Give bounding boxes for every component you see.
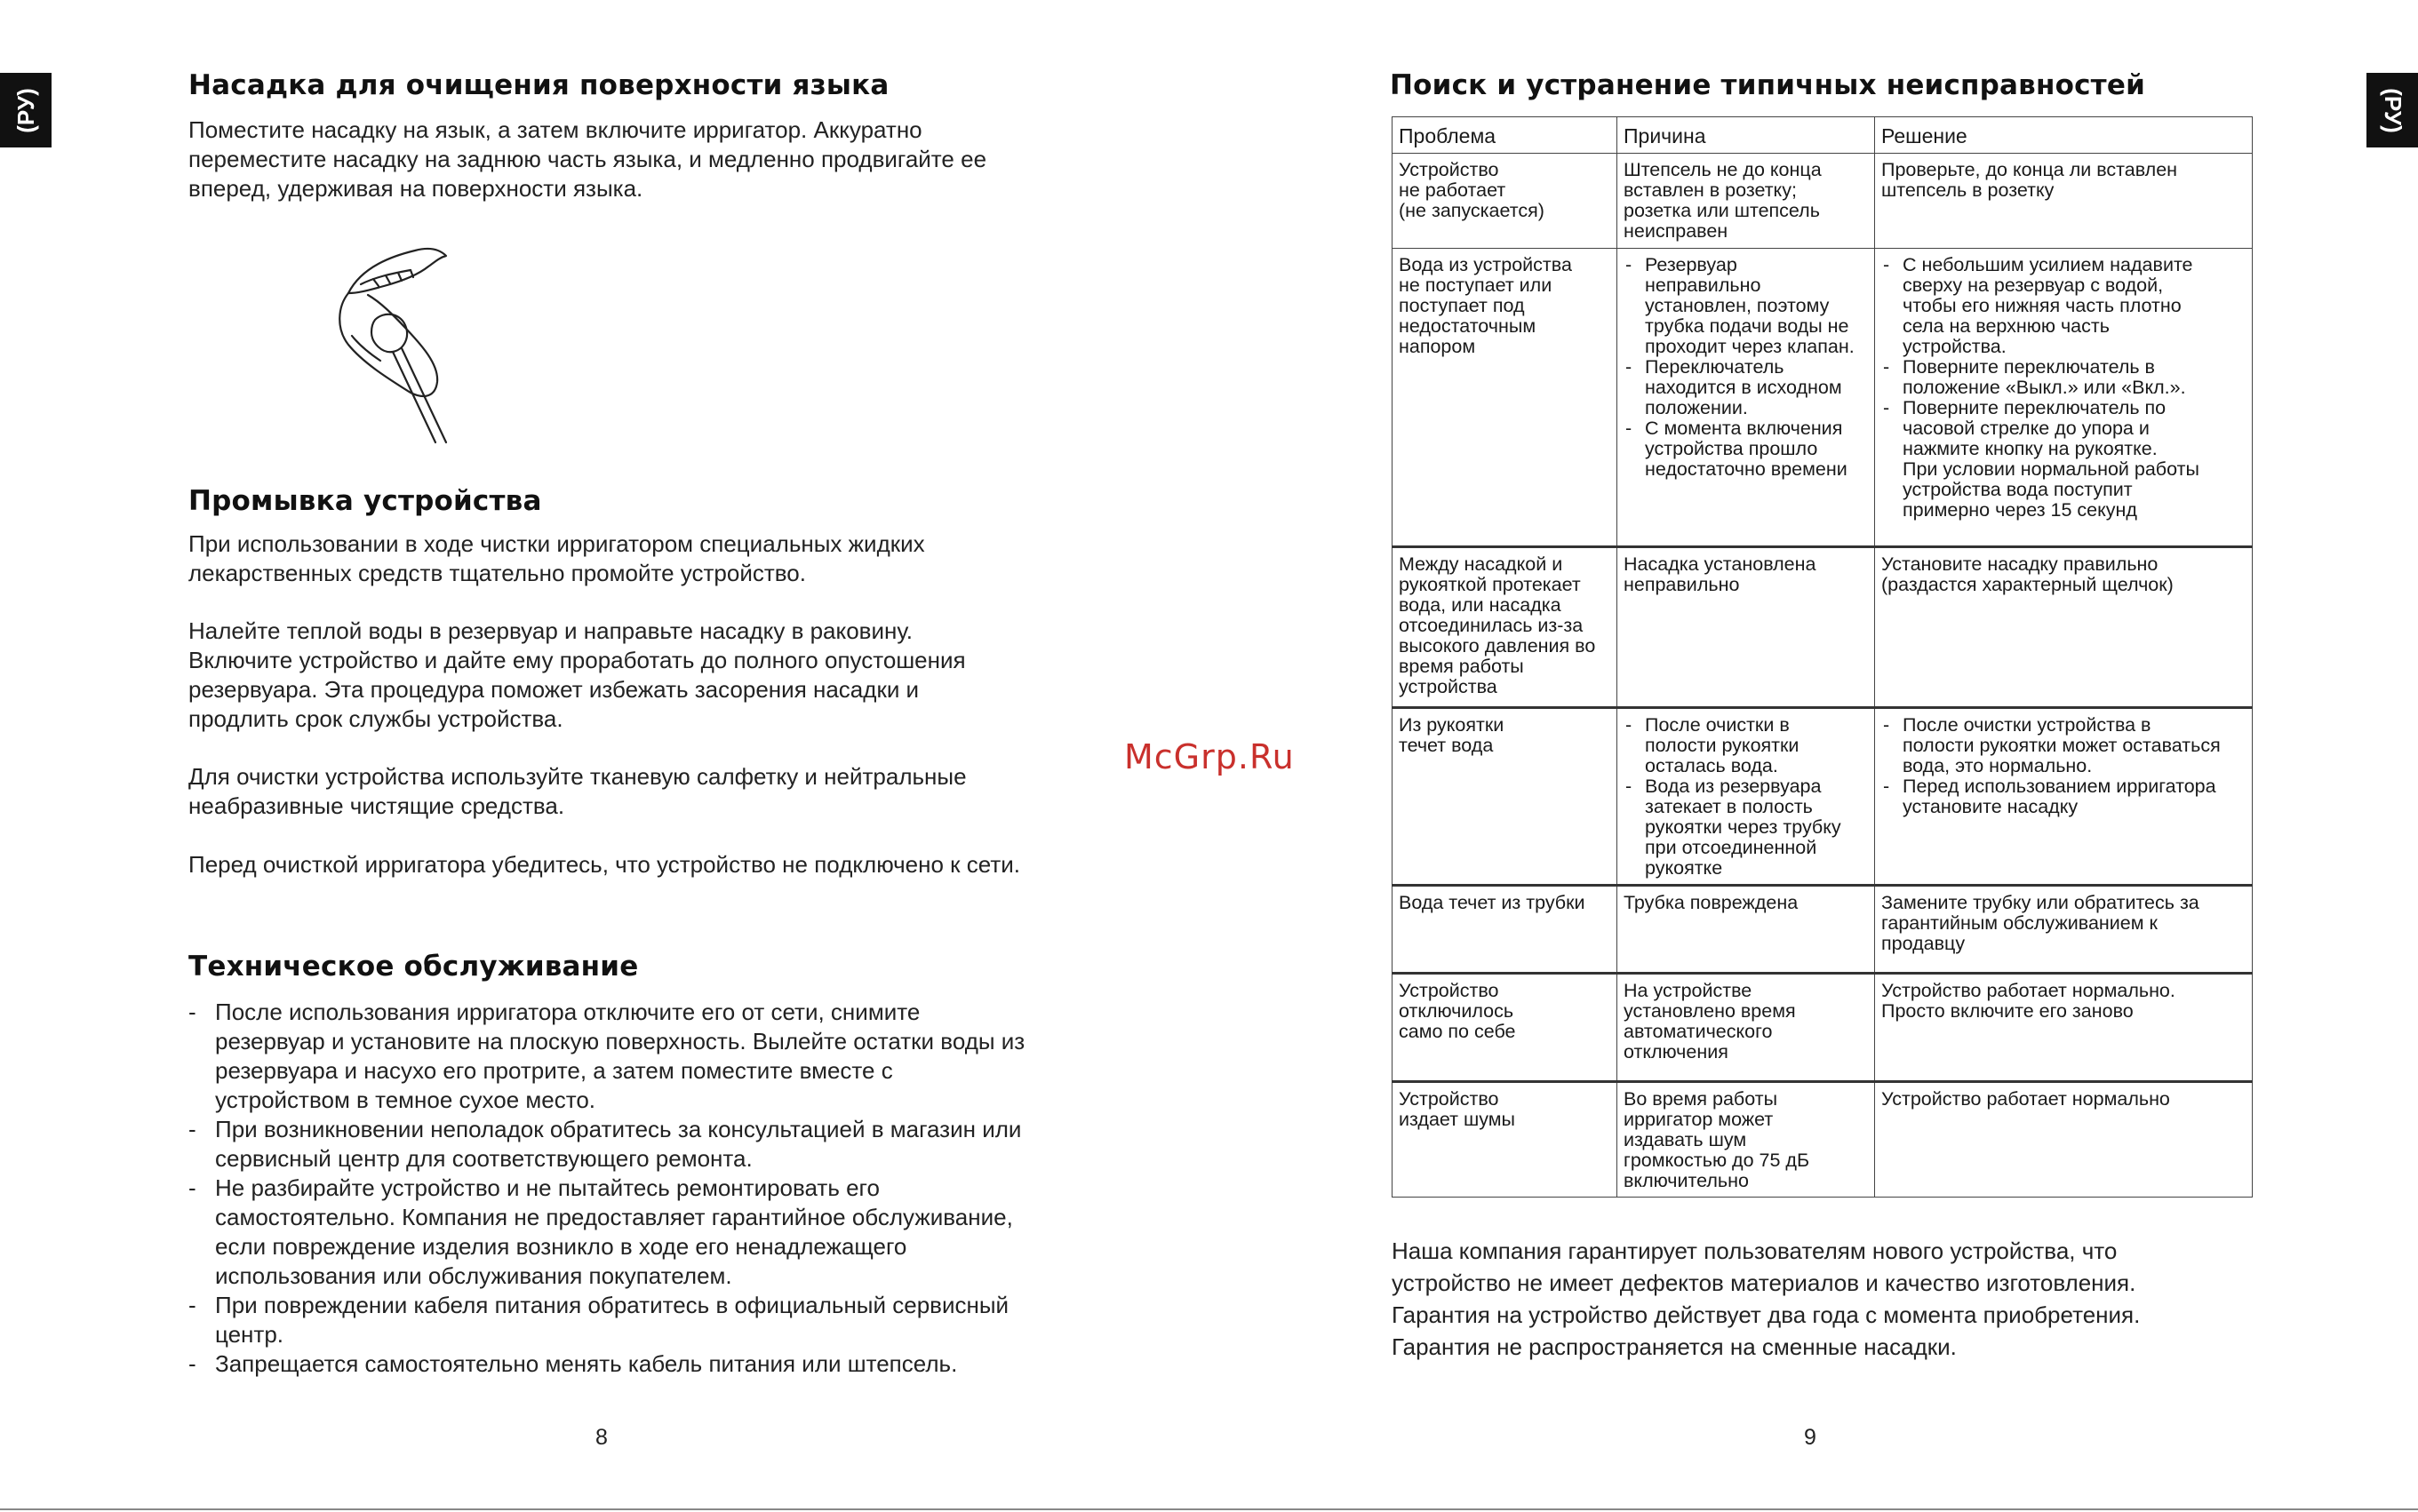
language-tab-label: (РУ) — [2379, 87, 2406, 133]
list-item: - Переключатель находится в исходном положении. — [1624, 357, 1869, 418]
language-tab-label: (РУ) — [12, 87, 39, 133]
language-tab-right — [2366, 73, 2418, 147]
tongue-cleaner-title: Насадка для очищения поверхности языка — [188, 69, 890, 101]
language-tab-left — [0, 73, 52, 147]
rinsing-title: Промывка устройства — [188, 485, 542, 517]
rinsing-paragraph-3: Для очистки устройства используйте тканевую салфетку и нейтральные неабразивные чистящие средства. — [188, 763, 967, 819]
page-number-left: 8 — [595, 1425, 608, 1450]
cause-cell: Во время работы ирригатор может издавать шум громкостью до 75 дБ включительно — [1617, 1082, 1875, 1198]
cause-cell: Насадка установлена неправильно — [1617, 547, 1875, 708]
cause-cell: На устройстве установлено время автоматического отключения — [1617, 974, 1875, 1082]
maintenance-list — [188, 998, 1033, 1379]
list-item: - Резервуар неправильно установлен, поэтому трубка подачи воды не проходит через клапан. — [1624, 255, 1869, 357]
problem-cell: Устройство издает шумы — [1393, 1082, 1617, 1198]
header-solution: Решение — [1875, 117, 2253, 154]
rinsing-paragraph-1: При использовании в ходе чистки ирригатором специальных жидких лекарственных средств тщательно промойте устройство. — [188, 530, 925, 586]
list-item: - При повреждении кабеля питания обратитесь в официальный сервисный центр. — [188, 1291, 1033, 1349]
list-item: - С момента включения устройства прошло недостаточно времени — [1624, 418, 1869, 480]
table-row — [1393, 249, 2253, 547]
cause-cell: Штепсель не до конца вставлен в розетку; розетка или штепсель неисправен — [1617, 154, 1875, 249]
cause-list — [1624, 715, 1869, 879]
list-item: - Поверните переключатель по часовой стрелке до упора и нажмите кнопку на рукоятке. При условии нормальной работы устройства вода поступит примерно через 15 секунд — [1881, 398, 2246, 521]
maintenance-title: Техническое обслуживание — [188, 951, 639, 983]
solution-cell: Устройство работает нормально — [1875, 1082, 2253, 1198]
header-problem: Проблема — [1393, 117, 1617, 154]
troubleshooting-table — [1392, 116, 2253, 1198]
list-item: - После использования ирригатора отключите его от сети, снимите резервуар и установите на плоскую поверхность. Вылейте остатки воды из резервуара и насухо его протрите, а затем поместите вместе с устройством в темное сухое место. — [188, 998, 1033, 1115]
list-item: - Поверните переключатель в положение «Выкл.» или «Вкл.». — [1881, 357, 2246, 398]
cause-cell: Трубка повреждена — [1617, 886, 1875, 974]
watermark: McGrp.Ru — [1124, 737, 1295, 776]
rinsing-paragraph-4: Перед очисткой ирригатора убедитесь, что устройство не подключено к сети. — [188, 851, 1021, 878]
cause-list — [1624, 255, 1869, 480]
table-row — [1393, 547, 2253, 708]
warranty-text: Наша компания гарантирует пользователям нового устройства, что устройство не имеет дефектов материалов и качество изготовления. Гарантия на устройство действует два года с момента приобретения. Гарантия не распространяется на сменные насадки. — [1392, 1237, 2141, 1360]
troubleshooting-title: Поиск и устранение типичных неисправностей — [1390, 69, 2145, 101]
table-header-row — [1393, 117, 2253, 154]
tongue-cleaner-text: Поместите насадку на язык, а затем включите ирригатор. Аккуратно переместите насадку на заднюю часть языка, и медленно продвигайте ее вперед, удерживая на поверхности языка. — [188, 116, 987, 202]
table-row — [1393, 1082, 2253, 1198]
list-item: - Не разбирайте устройство и не пытайтесь ремонтировать его самостоятельно. Компания не предоставляет гарантийное обслуживание, если повреждение изделия возникло в ходе его ненадлежащего использования или обслуживания покупателем. — [188, 1174, 1033, 1291]
list-item: - С небольшим усилием надавите сверху на резервуар с водой, чтобы его нижняя часть плотно села на верхнюю часть устройства. — [1881, 255, 2246, 357]
list-item: - При возникновении неполадок обратитесь за консультацией в магазин или сервисный центр для соответствующего ремонта. — [188, 1115, 1033, 1174]
table-row — [1393, 154, 2253, 249]
solution-list — [1881, 715, 2246, 817]
list-item: - Запрещается самостоятельно менять кабель питания или штепсель. — [188, 1349, 1033, 1379]
list-item: - После очистки в полости рукоятки осталась вода. — [1624, 715, 1869, 776]
solution-cell — [1875, 249, 2253, 547]
problem-cell: Из рукоятки течет вода — [1393, 708, 1617, 886]
problem-cell: Устройство отключилось само по себе — [1393, 974, 1617, 1082]
problem-cell: Вода из устройства не поступает или поступает под недостаточным напором — [1393, 249, 1617, 547]
solution-cell: Устройство работает нормально. Просто включите его заново — [1875, 974, 2253, 1082]
problem-cell: Устройство не работает (не запускается) — [1393, 154, 1617, 249]
cause-cell — [1617, 249, 1875, 547]
list-item: - Перед использованием ирригатора установите насадку — [1881, 776, 2246, 817]
table-row — [1393, 708, 2253, 886]
solution-cell — [1875, 708, 2253, 886]
table-row — [1393, 974, 2253, 1082]
bottom-divider — [0, 1508, 2418, 1510]
solution-list — [1881, 255, 2246, 521]
page-number-right: 9 — [1804, 1425, 1816, 1450]
problem-cell: Между насадкой и рукояткой протекает вода, или насадка отсоединилась из-за высокого давления во время работы устройства — [1393, 547, 1617, 708]
tongue-cleaning-illustration — [322, 240, 464, 444]
header-cause: Причина — [1617, 117, 1875, 154]
solution-cell: Проверьте, до конца ли вставлен штепсель в розетку — [1875, 154, 2253, 249]
solution-cell: Установите насадку правильно (раздастся характерный щелчок) — [1875, 547, 2253, 708]
rinsing-paragraph-2: Налейте теплой воды в резервуар и направьте насадку в раковину. Включите устройство и дайте ему проработать до полного опустошения резервуара. Эта процедура поможет избежать засорения насадки и продлить срок службы устройства. — [188, 617, 966, 732]
solution-cell: Замените трубку или обратитесь за гарантийным обслуживанием к продавцу — [1875, 886, 2253, 974]
problem-cell: Вода течет из трубки — [1393, 886, 1617, 974]
table-row — [1393, 886, 2253, 974]
list-item: - Вода из резервуара затекает в полость рукоятки через трубку при отсоединенной рукоятке — [1624, 776, 1869, 879]
list-item: - После очистки устройства в полости рукоятки может оставаться вода, это нормально. — [1881, 715, 2246, 776]
cause-cell — [1617, 708, 1875, 886]
